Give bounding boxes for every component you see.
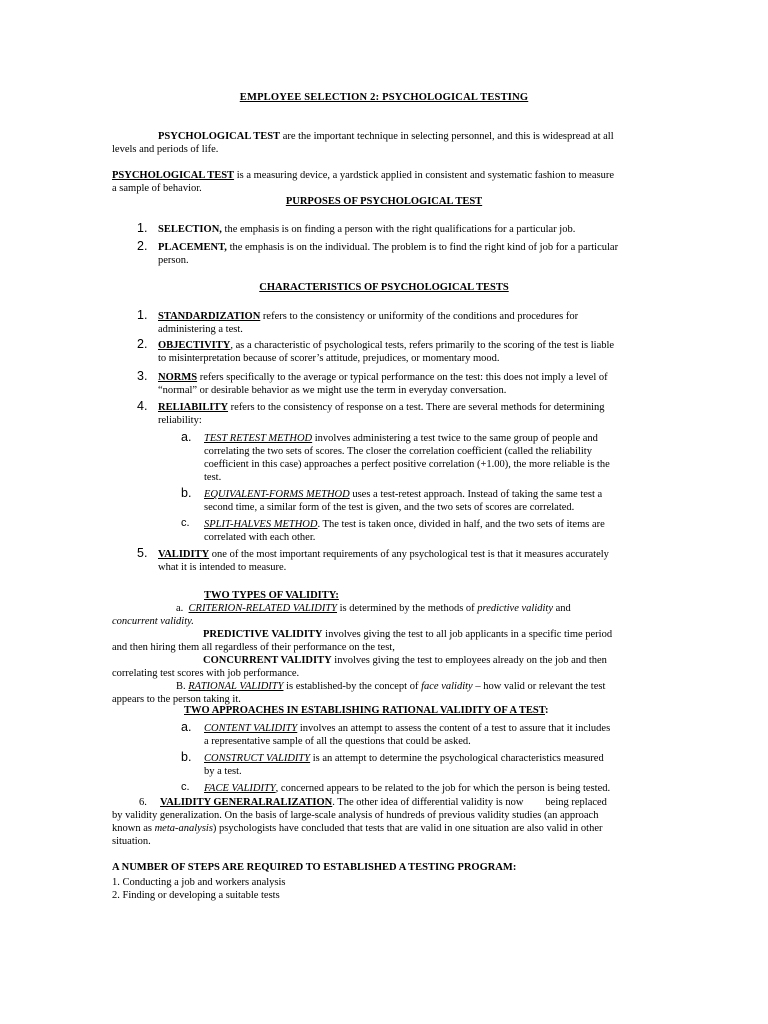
list-number: 1. [137,308,148,322]
list-letter: a. [181,720,192,734]
definition-line1: is a measuring device, a yardstick applied in consistent and systematic fashion to measure [234,170,614,181]
concurrent-validity-paragraph [112,654,652,680]
method-term: EQUIVALENT-FORMS METHOD [204,489,350,500]
validity-types-heading: TWO TYPES OF VALIDITY: [204,590,339,601]
rational-term: RATIONAL VALIDITY [188,681,284,692]
generalization-text: by validity generalization. On the basis of large-scale analysis of hundreds of previous validity studies (an approach [112,810,599,821]
list-letter: c. [181,517,190,529]
list-item: 1. Conducting a job and workers analysis [112,877,286,888]
characteristic-text: refers to the consistency of response on a test. There are several methods for determining [228,402,605,413]
steps-list [112,876,652,902]
intro-term: PSYCHOLOGICAL TEST [158,131,281,142]
list-letter: c. [181,781,190,793]
approach-term: CONTENT VALIDITY [204,723,298,734]
method-text: . The test is taken once, divided in half, and the two sets of items are [317,519,605,530]
generalization-text: situation. [112,836,151,847]
characteristic-text: reliability: [158,415,202,426]
characteristic-term: STANDARDIZATION [158,311,261,322]
list-letter: b. [181,486,192,500]
list-letter: a. [176,603,184,614]
purpose-term: PLACEMENT, [158,242,227,253]
generalization-text: known as [112,823,155,834]
definition-paragraph [112,169,652,195]
method-text: correlated with each other. [204,532,316,543]
list-number: 5. [137,546,148,560]
list-number: 2. [137,337,148,351]
purposes-heading: PURPOSES OF PSYCHOLOGICAL TEST [285,196,483,207]
criterion-text: and [553,603,571,614]
list-number: 3. [137,369,148,383]
method-text: uses a test-retest approach. Instead of taking the same test a [349,489,603,500]
purpose-text: the emphasis is on the individual. The problem is to find the right kind of job for a particular [226,242,619,253]
approach-text: involves an attempt to assess the content of a test to assure that it includes [297,723,611,734]
method-term: TEST RETEST METHOD [204,433,313,444]
rational-text: is established-by the concept of [283,681,422,692]
method-text: correlating the two sets of scores. The closer the correlation coefficient (called the reliability [204,446,592,457]
generalization-text: ) psychologists have concluded that tests that are valid in one situation are also valid in other [212,823,603,834]
generalization-term: VALIDITY GENERALRALIZATION [160,797,333,808]
characteristic-text: refers specifically to the average or typical performance on the test: this does not imply a level of [197,372,608,383]
purpose-term: SELECTION, [158,224,222,235]
purpose-text: person. [158,255,189,266]
generalization-text: . The other idea of differential validity is now [332,797,524,808]
concurrent-em: concurrent validity. [112,616,194,627]
method-text: second time, a similar form of the test is given, and the two sets of scores are correlated. [204,502,575,513]
page-title: EMPLOYEE SELECTION 2: PSYCHOLOGICAL TESTING [239,92,529,103]
list-number: 4. [137,399,148,413]
purpose-text: the emphasis is on finding a person with the right qualifications for a particular job. [221,224,576,235]
list-number: 6. [139,797,147,808]
meta-analysis-em: meta-analysis [154,823,213,834]
steps-heading: A NUMBER OF STEPS ARE REQUIRED TO ESTABLISHED A TESTING PROGRAM: [112,862,517,873]
concurrent-text: correlating test scores with job performance. [112,668,300,679]
face-validity-em: face validity [421,681,473,692]
characteristic-text: “normal” or desirable behavior as we might use the term in everyday conversation. [158,385,507,396]
method-term: SPLIT-HALVES METHOD [204,519,318,530]
definition-line2: a sample of behavior. [112,183,202,194]
approach-term: CONSTRUCT VALIDITY [204,753,311,764]
predictive-text: and then hiring them all regardless of their performance on the test, [112,642,395,653]
list-item: 2. Finding or developing a suitable tests [112,890,280,901]
rational-approaches-heading [184,704,549,717]
characteristic-text: what it is intended to measure. [158,562,287,573]
intro-paragraph [112,130,652,156]
list-number: 1. [137,221,148,235]
approach-text: a representative sample of all the questions that could be asked. [204,736,471,747]
approach-term: FACE VALIDITY [204,783,276,794]
rational-text: – how valid or relevant the test [472,681,606,692]
concurrent-term: CONCURRENT VALIDITY [203,655,332,666]
generalization-text: being replaced [545,797,607,808]
intro-line2: levels and periods of life. [112,144,219,155]
rational-heading-text: TWO APPROACHES IN ESTABLISHING RATIONAL VALIDITY OF A TEST [184,705,545,716]
approach-text: by a test. [204,766,242,777]
criterion-term: CRITERION-RELATED VALIDITY [188,603,338,614]
method-text: involves administering a test twice to the same group of people and [312,433,598,444]
predictive-text: involves giving the test to all job applicants in a specific time period [322,629,613,640]
method-text: test. [204,472,222,483]
characteristic-text: to misinterpretation because of scorer’s attitude, prejudices, or momentary mood. [158,353,500,364]
characteristic-text: one of the most important requirements of any psychological test is that it measures accurately [209,549,609,560]
characteristic-term: NORMS [158,372,198,383]
criterion-text: is determined by the methods of [337,603,478,614]
concurrent-text: involves giving the test to employees already on the job and then [331,655,607,666]
characteristic-text: , as a characteristic of psychological tests, refers primarily to the scoring of the test is liable [230,340,615,351]
criterion-validity-paragraph [112,602,652,628]
predictive-term: PREDICTIVE VALIDITY [203,629,323,640]
characteristic-text: administering a test. [158,324,243,335]
list-number: 2. [137,239,148,253]
list-letter: a. [181,430,192,444]
rational-validity-paragraph [112,680,657,706]
list-letter: b. [181,750,192,764]
characteristic-term: RELIABILITY [158,402,229,413]
intro-line1: are the important technique in selecting personnel, and this is widespread at all [280,131,614,142]
rational-heading-tail: : [545,705,549,716]
approach-text: , concerned appears to be related to the job for which the person is being tested. [275,783,611,794]
list-letter: B. [176,681,186,692]
method-text: coefficient in this case) approaches a perfect positive correlation (+1.00), the more reliable is the [204,459,610,470]
predictive-em: predictive validity [477,603,553,614]
predictive-validity-paragraph [112,628,652,654]
characteristics-heading: CHARACTERISTICS OF PSYCHOLOGICAL TESTS [259,282,509,293]
characteristic-term: VALIDITY [158,549,210,560]
characteristic-term: OBJECTIVITY [158,340,231,351]
validity-generalization-paragraph [112,796,657,848]
definition-term: PSYCHOLOGICAL TEST [112,170,235,181]
approach-text: is an attempt to determine the psychological characteristics measured [310,753,604,764]
characteristic-text: refers to the consistency or uniformity of the conditions and procedures for [260,311,579,322]
rational-text: appears to the person taking it. [112,694,241,705]
